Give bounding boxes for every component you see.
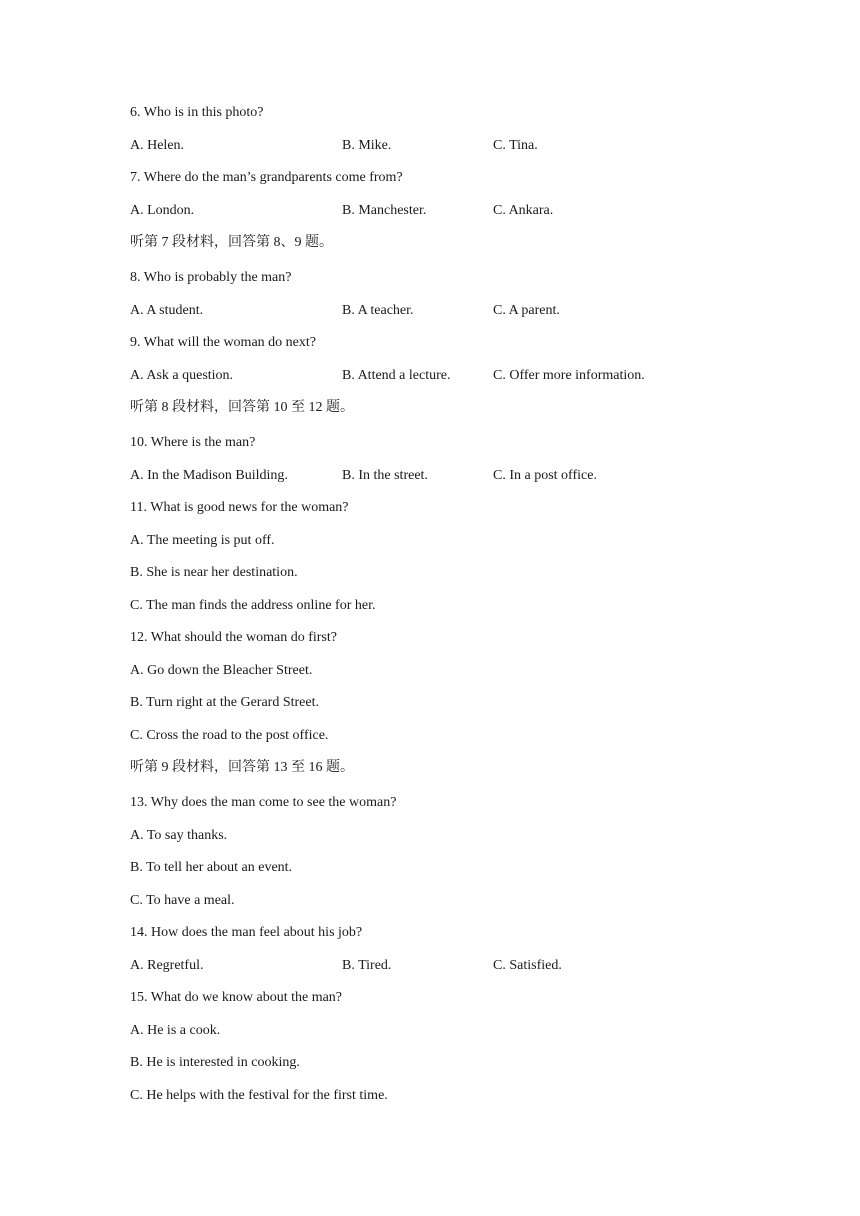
question-12: 12. What should the woman do first?: [130, 630, 337, 645]
option-b: B. Attend a lecture.: [342, 368, 451, 383]
option-a: A. Regretful.: [130, 958, 204, 973]
option-c: C. He helps with the festival for the first time.: [130, 1088, 388, 1103]
option-c: C. The man finds the address online for her.: [130, 598, 376, 613]
option-c: C. In a post office.: [493, 468, 597, 483]
option-c: C. Tina.: [493, 138, 538, 153]
option-a: A. The meeting is put off.: [130, 533, 275, 548]
option-b: B. A teacher.: [342, 303, 414, 318]
option-a: A. Go down the Bleacher Street.: [130, 663, 313, 678]
option-b: B. To tell her about an event.: [130, 860, 293, 875]
option-c: C. Offer more information.: [493, 368, 645, 383]
option-c: C. Ankara.: [493, 203, 554, 218]
option-a: A. In the Madison Building.: [130, 468, 288, 483]
option-b: B. He is interested in cooking.: [130, 1055, 300, 1070]
question-9: 9. What will the woman do next?: [130, 335, 316, 350]
question-11: 11. What is good news for the woman?: [130, 500, 349, 515]
option-a: A. London.: [130, 203, 195, 218]
option-b: B. Mike.: [342, 138, 392, 153]
option-a: A. Helen.: [130, 138, 185, 153]
option-a: A. To say thanks.: [130, 828, 228, 843]
option-b: B. She is near her destination.: [130, 565, 298, 580]
question-8: 8. Who is probably the man?: [130, 270, 292, 285]
option-c: C. To have a meal.: [130, 893, 235, 908]
section-heading-8: 听第 8 段材料，回答第 10 至 12 题。: [130, 400, 354, 415]
option-a: A. Ask a question.: [130, 368, 234, 383]
question-10: 10. Where is the man?: [130, 435, 256, 450]
section-heading-9: 听第 9 段材料，回答第 13 至 16 题。: [130, 760, 354, 775]
question-6: 6. Who is in this photo?: [130, 105, 264, 120]
option-c: C. Satisfied.: [493, 958, 562, 973]
option-b: B. Turn right at the Gerard Street.: [130, 695, 319, 710]
option-b: B. Manchester.: [342, 203, 427, 218]
question-14: 14. How does the man feel about his job?: [130, 925, 363, 940]
question-13: 13. Why does the man come to see the woman?: [130, 795, 397, 810]
option-c: C. A parent.: [493, 303, 560, 318]
question-15: 15. What do we know about the man?: [130, 990, 343, 1005]
option-b: B. In the street.: [342, 468, 428, 483]
question-7: 7. Where do the man’s grandparents come from?: [130, 170, 403, 185]
section-heading-7: 听第 7 段材料，回答第 8、9 题。: [130, 235, 333, 250]
option-a: A. A student.: [130, 303, 204, 318]
option-b: B. Tired.: [342, 958, 392, 973]
option-a: A. He is a cook.: [130, 1023, 221, 1038]
option-c: C. Cross the road to the post office.: [130, 728, 329, 743]
